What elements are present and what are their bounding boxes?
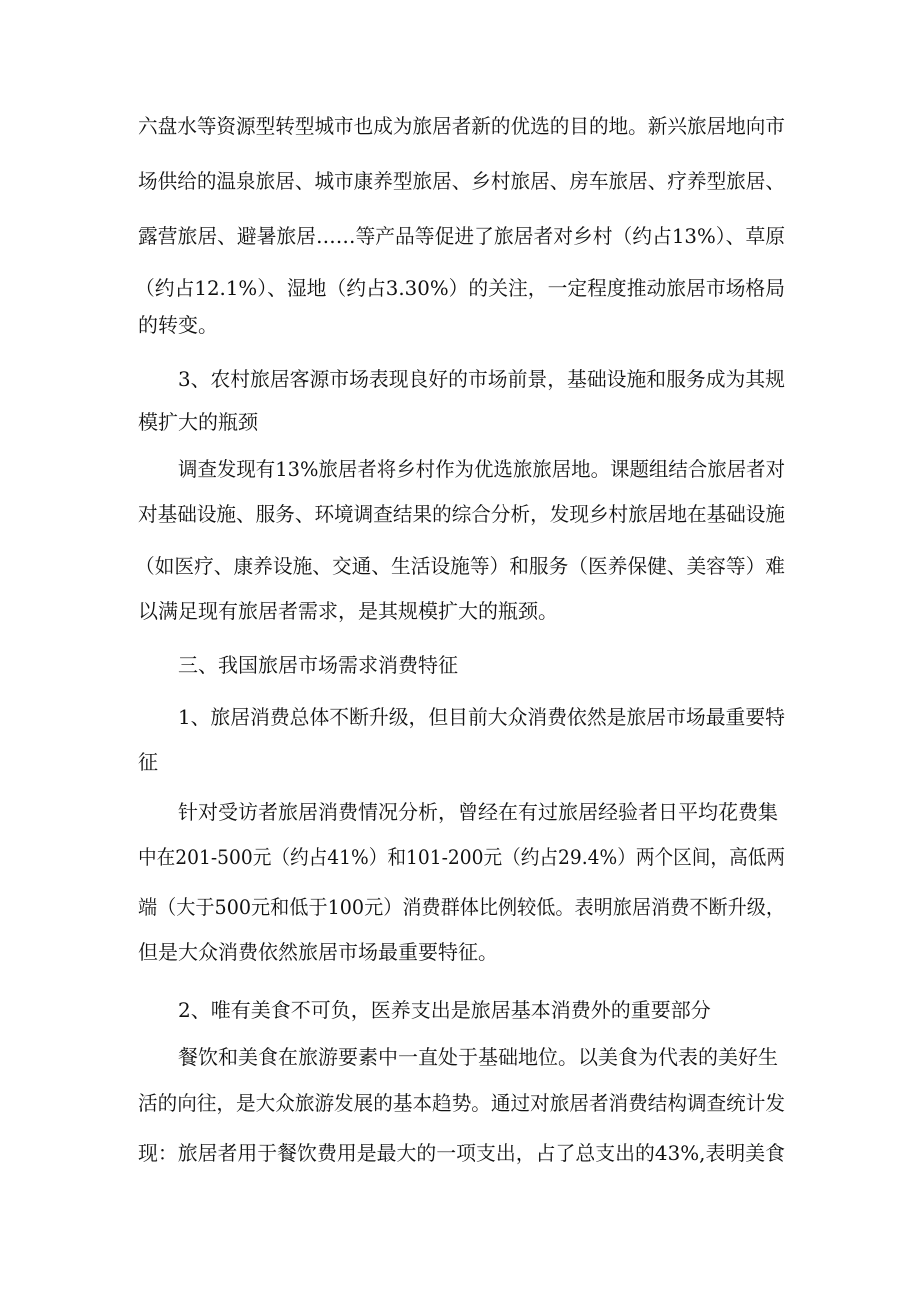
text-line-content: 2、唯有美食不可负，医养支出是旅居基本消费外的重要部分 bbox=[178, 998, 711, 1022]
text-line bbox=[0, 1083, 920, 1123]
text-line-content: 餐饮和美食在旅游要素中一直处于基础地位。以美食为代表的美好生 bbox=[178, 1045, 778, 1069]
text-line-content: （约占12.1%）、湿地（约占3.30%）的关注，一定程度推动旅居市场格局 bbox=[135, 276, 785, 300]
text-line-content: 征 bbox=[138, 750, 158, 774]
text-line-content: 以满足现有旅居者需求，是其规模扩大的瓶颈。 bbox=[138, 599, 558, 623]
text-line-content: 六盘水等资源型转型城市也成为旅居者新的优选的目的地。新兴旅居地向市 bbox=[138, 114, 785, 138]
text-line-content: 调查发现有13%旅居者将乡村作为优选旅旅居地。课题组结合旅居者对 bbox=[178, 457, 786, 481]
text-line bbox=[0, 449, 920, 489]
text-line-content: 模扩大的瓶颈 bbox=[138, 410, 258, 434]
text-line-content: 露营旅居、避暑旅居……等产品等促进了旅居者对乡村（约占13%）、草原 bbox=[138, 224, 785, 248]
section-heading-line bbox=[0, 697, 920, 737]
section-heading-line bbox=[0, 990, 920, 1030]
text-line bbox=[0, 494, 920, 534]
text-line bbox=[0, 305, 920, 345]
text-line-content: 3、农村旅居客源市场表现良好的市场前景，基础设施和服务成为其规 bbox=[178, 367, 785, 391]
text-line bbox=[0, 887, 920, 927]
text-line bbox=[0, 546, 920, 586]
text-line-content: 活的向往，是大众旅游发展的基本趋势。通过对旅居者消费结构调查统计发 bbox=[138, 1091, 785, 1115]
text-line bbox=[0, 268, 920, 308]
text-line-content: 场供给的温泉旅居、城市康养型旅居、乡村旅居、房车旅居、疗养型旅居、 bbox=[138, 169, 785, 193]
text-line bbox=[0, 792, 920, 832]
text-line-content: 的转变。 bbox=[138, 313, 218, 337]
text-line bbox=[0, 1133, 920, 1173]
text-line bbox=[0, 1037, 920, 1077]
text-line bbox=[0, 161, 920, 201]
text-line-content: 针对受访者旅居消费情况分析，曾经在有过旅居经验者日平均花费集 bbox=[178, 800, 778, 824]
text-line bbox=[0, 106, 920, 146]
text-line-content: 三、我国旅居市场需求消费特征 bbox=[178, 653, 458, 677]
section-heading-line bbox=[0, 402, 920, 442]
text-line-content: 1、旅居消费总体不断升级，但目前大众消费依然是旅居市场最重要特 bbox=[178, 705, 785, 729]
text-line-content: 端（大于500元和低于100元）消费群体比例较低。表明旅居消费不断升级， bbox=[138, 895, 786, 919]
text-line-content: 现：旅居者用于餐饮费用是最大的一项支出，占了总支出的43%,表明美食 bbox=[138, 1141, 785, 1165]
chapter-heading-line bbox=[0, 645, 920, 685]
text-line bbox=[0, 837, 920, 877]
section-heading-line bbox=[0, 359, 920, 399]
section-heading-line bbox=[0, 742, 920, 782]
text-line bbox=[0, 932, 920, 972]
text-line-content: （如医疗、康养设施、交通、生活设施等）和服务（医养保健、美容等）难 bbox=[135, 554, 785, 578]
text-line bbox=[0, 591, 920, 631]
text-line-content: 但是大众消费依然旅居市场最重要特征。 bbox=[138, 940, 498, 964]
text-line-content: 对基础设施、服务、环境调查结果的综合分析，发现乡村旅居地在基础设施 bbox=[138, 502, 785, 526]
text-line bbox=[0, 216, 920, 256]
text-line-content: 中在201-500元（约占41%）和101-200元（约占29.4%）两个区间，高低两 bbox=[138, 845, 785, 869]
